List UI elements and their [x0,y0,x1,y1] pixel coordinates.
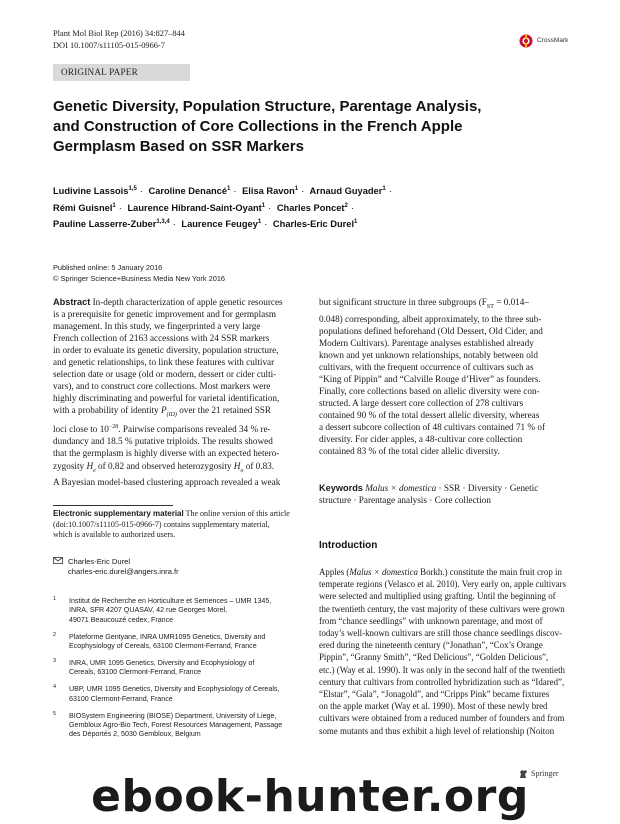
author-separator: · [268,202,272,213]
author-name[interactable]: Charles-Eric Durel [272,219,355,229]
abstract-line: Abstract In-depth characterization of apple genetic resources [53,297,283,307]
crossmark-icon [519,34,533,48]
abstract-line: contained 83 % of the total cider allelic diversity. [319,446,500,457]
abstract-line: A Bayesian model-based clustering approach revealed a weak [53,477,281,488]
abstract-heading: Abstract [53,297,91,307]
abstract-line: vars), and to construct core collections. Most markers were [53,381,271,392]
springer-label: Springer [531,769,559,778]
abstract-line: contained 90 % of the total dessert allelic diversity, whereas [319,410,540,421]
abstract-line: known and yet unknown relationships, notably between old [319,350,538,361]
esm-note: Electronic supplementary material The online version of this article (doi:10.1007/s11105-015-0966-7) contains supplementary material, which is available to authorized users. [53,509,303,541]
affiliations [53,597,303,747]
corresponding-email[interactable]: charles-eric.durel@angers.inra.fr [68,567,179,576]
author-affiliation-ref: 1 [112,202,116,209]
author-separator: · [233,186,237,196]
author-separator: · [264,219,268,229]
journal-volume-line: Plant Mol Biol Rep (2016) 34:827–844 [53,29,185,38]
author-line [53,182,573,199]
author-separator: · [118,202,122,213]
author-affiliation-ref: 1 [261,202,266,209]
keywords-line: Keywords Malus × domestica · SSR · Diversity · Genetic [319,483,539,493]
author-affiliation-ref: 1 [227,186,231,192]
journal-citation [53,28,185,52]
affiliation-number: 5 [53,710,57,717]
abstract-line: dundancy and 18.5 % putative triploids. The results showed [53,436,273,447]
affiliation-number: 3 [53,658,57,665]
affiliation-number: 4 [53,684,57,691]
author-affiliation-ref: 1 [382,186,386,192]
author-name[interactable]: Ludivine Lassois [53,186,129,196]
article-title [53,97,573,157]
abstract-line: in order to evaluate its genetic diversity, population structure, [53,345,279,356]
author-affiliation-ref: 1 [354,219,358,225]
affiliation-item: 3 INRA, UMR 1095 Genetics, Diversity and Ecophysiology of Cereals, 63100 Clermont-Ferrand, France [53,658,255,677]
title-line: Germplasm Based on SSR Markers [53,138,304,155]
author-affiliation-ref: 2 [344,202,348,209]
crossmark-label: CrossMark [537,37,569,44]
abstract-line: cultivars, with the frequent occurrence of cultivars such as [319,362,534,373]
citation-link[interactable]: 1990 [432,701,450,712]
intro-line: today’s well-known cultivars are still those chance seedlings discov- [319,628,563,639]
section-banner-label: ORIGINAL PAPER [61,67,138,77]
abstract-line: management. In this study, we fingerprinted a very large [53,321,261,332]
abstract-line: and genetic relationships, to link these features with cultivar [53,357,275,368]
author-line [53,199,573,216]
abstract-line: populations defined beforehand (Old Dessert, Old Cider, and [319,325,543,336]
intro-line: ered during the nineteenth century (“Jonathan”, “Cox’s Orange [319,640,543,651]
abstract-line: highly discriminating and powerful for varietal identification, [53,393,280,404]
abstract-line: zygosity $H_e$ of 0.82 and observed heterozygosity $H_o$ of 0.83. [53,460,275,474]
affiliation-item: 1 Institut de Recherche en Horticulture et Semences – UMR 1345, INRA, SFR 4207 QUASAV, 42 rue Georges Morel, 49071 Beaucouzé cedex, France [53,596,272,624]
abstract-line: but significant structure in three subgroups ($F_{ST} = 0.014-$ [319,297,529,310]
affiliation-number: 1 [53,596,57,602]
keywords-heading: Keywords [319,483,363,493]
author-affiliation-ref: 1 [294,186,299,192]
author-separator: · [350,202,354,213]
copyright-notice: © Springer Science+Business Media New York 2016 [53,273,226,283]
title-line: and Construction of Core Collections in the French Apple [53,118,463,135]
keywords-line: structure · Parentage analysis · Core collection [319,495,491,506]
author-separator: · [139,186,143,196]
section-banner [53,64,190,81]
title-line: Genetic Diversity, Population Structure, Parentage Analysis, [53,98,482,115]
crossmark-badge[interactable] [519,32,589,50]
citation-link[interactable]: 1990 [377,664,396,675]
abstract-right [319,296,569,457]
intro-line: Apples (Malus × domestica Borkh.) constitute the main fruit crop in [319,567,562,577]
keywords [319,482,569,506]
author-name[interactable]: Pauline Lasserre-Zuber [53,219,157,229]
author-affiliation-ref: 1 [257,219,262,225]
intro-line: the twentieth century, the vast majority of these cultivars were grown [319,603,565,614]
intro-line: cultivars were obtained from a reduced number of founders and from [319,713,565,724]
abstract-line: French collection of 2163 accessions with 24 SSR markers [53,333,270,344]
affiliation-number: 2 [53,631,57,638]
abstract-line: 0.048) corresponding, albeit approximately, to the three sub- [319,313,542,324]
abstract-line: selection date or usage (old or modern, dessert or cider culti- [53,369,277,380]
author-name[interactable]: Laurence Feugey [181,219,258,229]
intro-line: etc.) (Way et al. 1990). It was only in the second half of the twentieth [319,664,565,675]
author-separator: · [388,186,392,196]
abstract-line: is a prerequisite for genetic improvement and for germplasm [53,309,276,320]
esm-doi-line[interactable]: (doi:10.1007/s11105-015-0966-7) contains supplementary material, [53,519,270,529]
intro-line: temperate regions (Velasco et al. 2010). Very early on, apple cultivars [319,579,567,590]
esm-heading: Electronic supplementary material [53,509,184,518]
abstract-line: with a probability of identity $P_{(ID)}$ over the 21 retained SSR [53,405,272,419]
abstract-line: “King of Pippin” and “Calville Rouge d’Hiver” as founders. [319,374,541,385]
citation-link[interactable]: 2010 [436,579,455,590]
envelope-icon [53,557,63,564]
intro-line: century that cultivars from controlled hybridization such as “Idared”, [319,676,565,687]
abstract-line: that the germplasm is highly diverse with an expected hetero- [53,448,280,459]
author-name[interactable]: Caroline Denancé [148,186,228,196]
author-name[interactable]: Arnaud Guyader [309,186,383,196]
affiliation-item: 4 UBP, UMR 1095 Genetics, Diversity and Ecophysiology of Cereals, 63100 Clermont-Ferrand, France [53,684,280,703]
watermark: ebook-hunter.org [91,771,529,822]
abstract-line: a dessert subcore collection of 48 cultivars contained 71 % of [319,422,546,433]
corresponding-name: Charles-Eric Durel [68,557,131,566]
intro-line: Pippin”, “Granny Smith”, “Red Delicious”, “Golden Delicious”, [319,652,549,663]
footnote-divider [53,505,173,506]
intro-line: some mutants and thus exhibit a high level of relationship (Noiton [319,725,555,736]
introduction-body [319,566,569,737]
author-name[interactable]: Laurence Hibrand-Saint-Oyant [127,202,262,213]
author-name[interactable]: Rémi Guisnel [53,202,113,213]
abstract-line: structed. A large dessert core collection of 278 cultivars [319,398,524,409]
author-name[interactable]: Elisa Ravon [242,186,295,196]
intro-line: “Elstar”, “Gala”, “Jonagold”, and “Cripps Pink” became fixtures [319,689,550,700]
published-date: Published online: 5 January 2016 [53,263,163,272]
doi-line[interactable]: DOI 10.1007/s11105-015-0966-7 [53,41,165,50]
author-list [53,182,573,232]
author-line [53,215,573,232]
author-separator: · [172,219,176,229]
abstract-line: Finally, core collections based on allelic diversity were con- [319,386,540,397]
abstract-line: diversity. For cider apples, a 48-cultivar core collection [319,434,523,445]
abstract-left [53,296,303,488]
author-name[interactable]: Charles Poncet [276,202,345,213]
intro-line: were selected and multiplied using grafting. Until the beginning of [319,591,556,602]
affiliation-item: 2 Plateforme Gentyane, INRA UMR1095 Genetics, Diversity and Ecophysiology of Cereals, 63100 Clermont-Ferrand, France [53,631,266,651]
author-affiliation-ref: 1,5 [128,186,137,192]
intro-line: on the apple market (Way et al. 1990). Most of these newly bred [319,701,548,712]
publication-info [53,263,225,284]
intro-line: from “chance seedlings” with unknown parentage, and most of [319,615,543,626]
abstract-line: Modern Cultivars). Parentage analyses established already [319,337,534,348]
introduction-heading: Introduction [319,540,378,551]
author-affiliation-ref: 1,3,4 [156,219,170,225]
abstract-line: loci close to $10^{-28}$. Pairwise comparisons revealed 34 % re- [53,424,271,435]
author-separator: · [301,186,305,196]
affiliation-item: 5 BIOSystem Engineering (BIOSE) Department, University of Liege, Gembloux Agro-Bio Tech, Forest Resources Management, Passage des Déportés 2, 5030 Gembloux, Belgium [53,710,283,739]
